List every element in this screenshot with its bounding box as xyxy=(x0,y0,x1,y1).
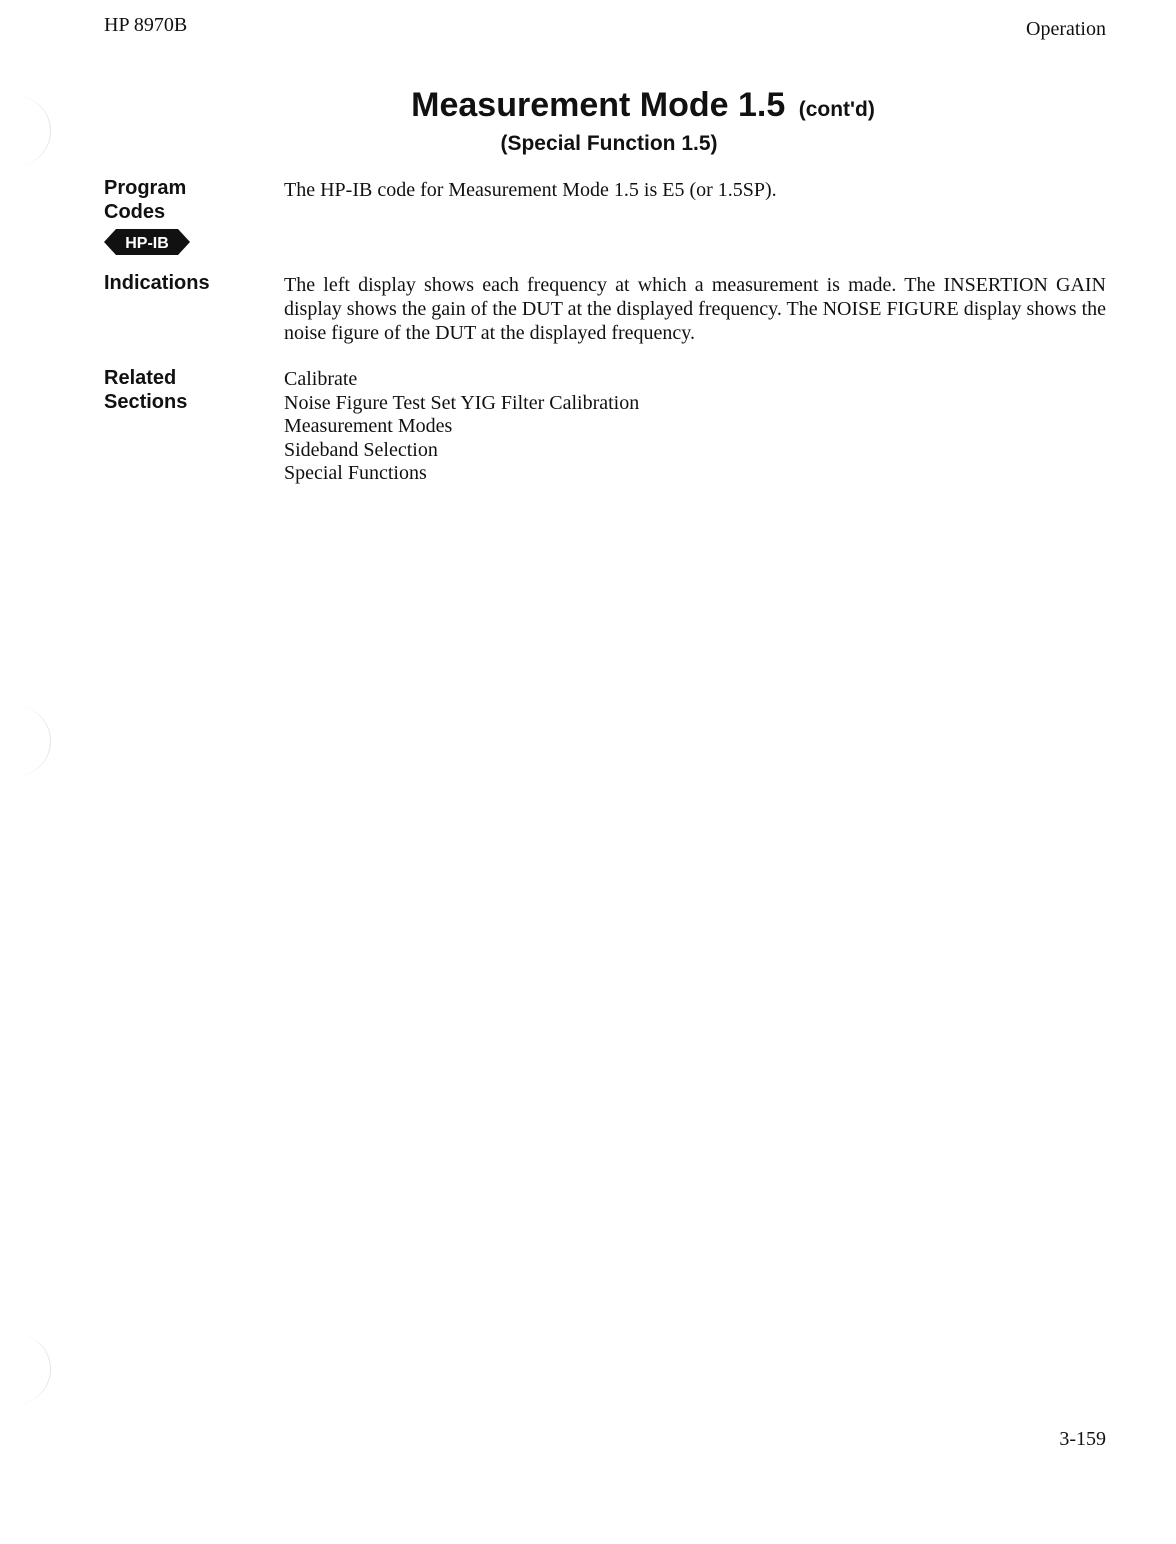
punch-hole-mark xyxy=(0,1334,51,1404)
header-section: Operation xyxy=(1026,18,1106,40)
related-sections-label-line1: Related xyxy=(104,367,177,389)
related-section-item: Measurement Modes xyxy=(284,415,453,437)
related-section-item: Calibrate xyxy=(284,368,358,390)
program-codes-label xyxy=(104,176,190,256)
page-subtitle: (Special Function 1.5) xyxy=(500,132,718,155)
title-block xyxy=(0,86,1176,159)
indications-text: The left display shows each frequency at which a measurement is made. The INSERTION GAIN display shows the gain of the DUT at the displayed frequency. The NOISE FIGURE display shows the noise figure of the DUT at the displayed frequency. xyxy=(284,274,1106,344)
program-codes-label-line2: Codes xyxy=(104,201,166,223)
header-model: HP 8970B xyxy=(104,14,188,36)
hpib-badge-label: HP-IB xyxy=(125,235,169,252)
page-title xyxy=(110,86,1176,129)
related-sections-list-container xyxy=(284,368,1106,486)
program-codes-label-line1: Program xyxy=(104,177,187,199)
program-codes-text: The HP-IB code for Measurement Mode 1.5 is E5 (or 1.5SP). xyxy=(284,179,777,201)
related-section-item: Special Functions xyxy=(284,462,427,484)
page-title-main: Measurement Mode 1.5 xyxy=(411,86,786,124)
page-number: 3-159 xyxy=(1059,1428,1106,1450)
hpib-badge-icon xyxy=(104,228,190,256)
related-section-item: Sideband Selection xyxy=(284,438,438,461)
related-sections-label-line2: Sections xyxy=(104,391,188,413)
related-sections-list xyxy=(284,368,1106,486)
indications-label: Indications xyxy=(104,272,210,294)
related-section-item: Noise Figure Test Set YIG Filter Calibration xyxy=(284,391,640,414)
page-title-suffix: (cont'd) xyxy=(798,98,875,121)
punch-hole-mark xyxy=(0,706,51,776)
related-sections-label xyxy=(104,366,187,414)
